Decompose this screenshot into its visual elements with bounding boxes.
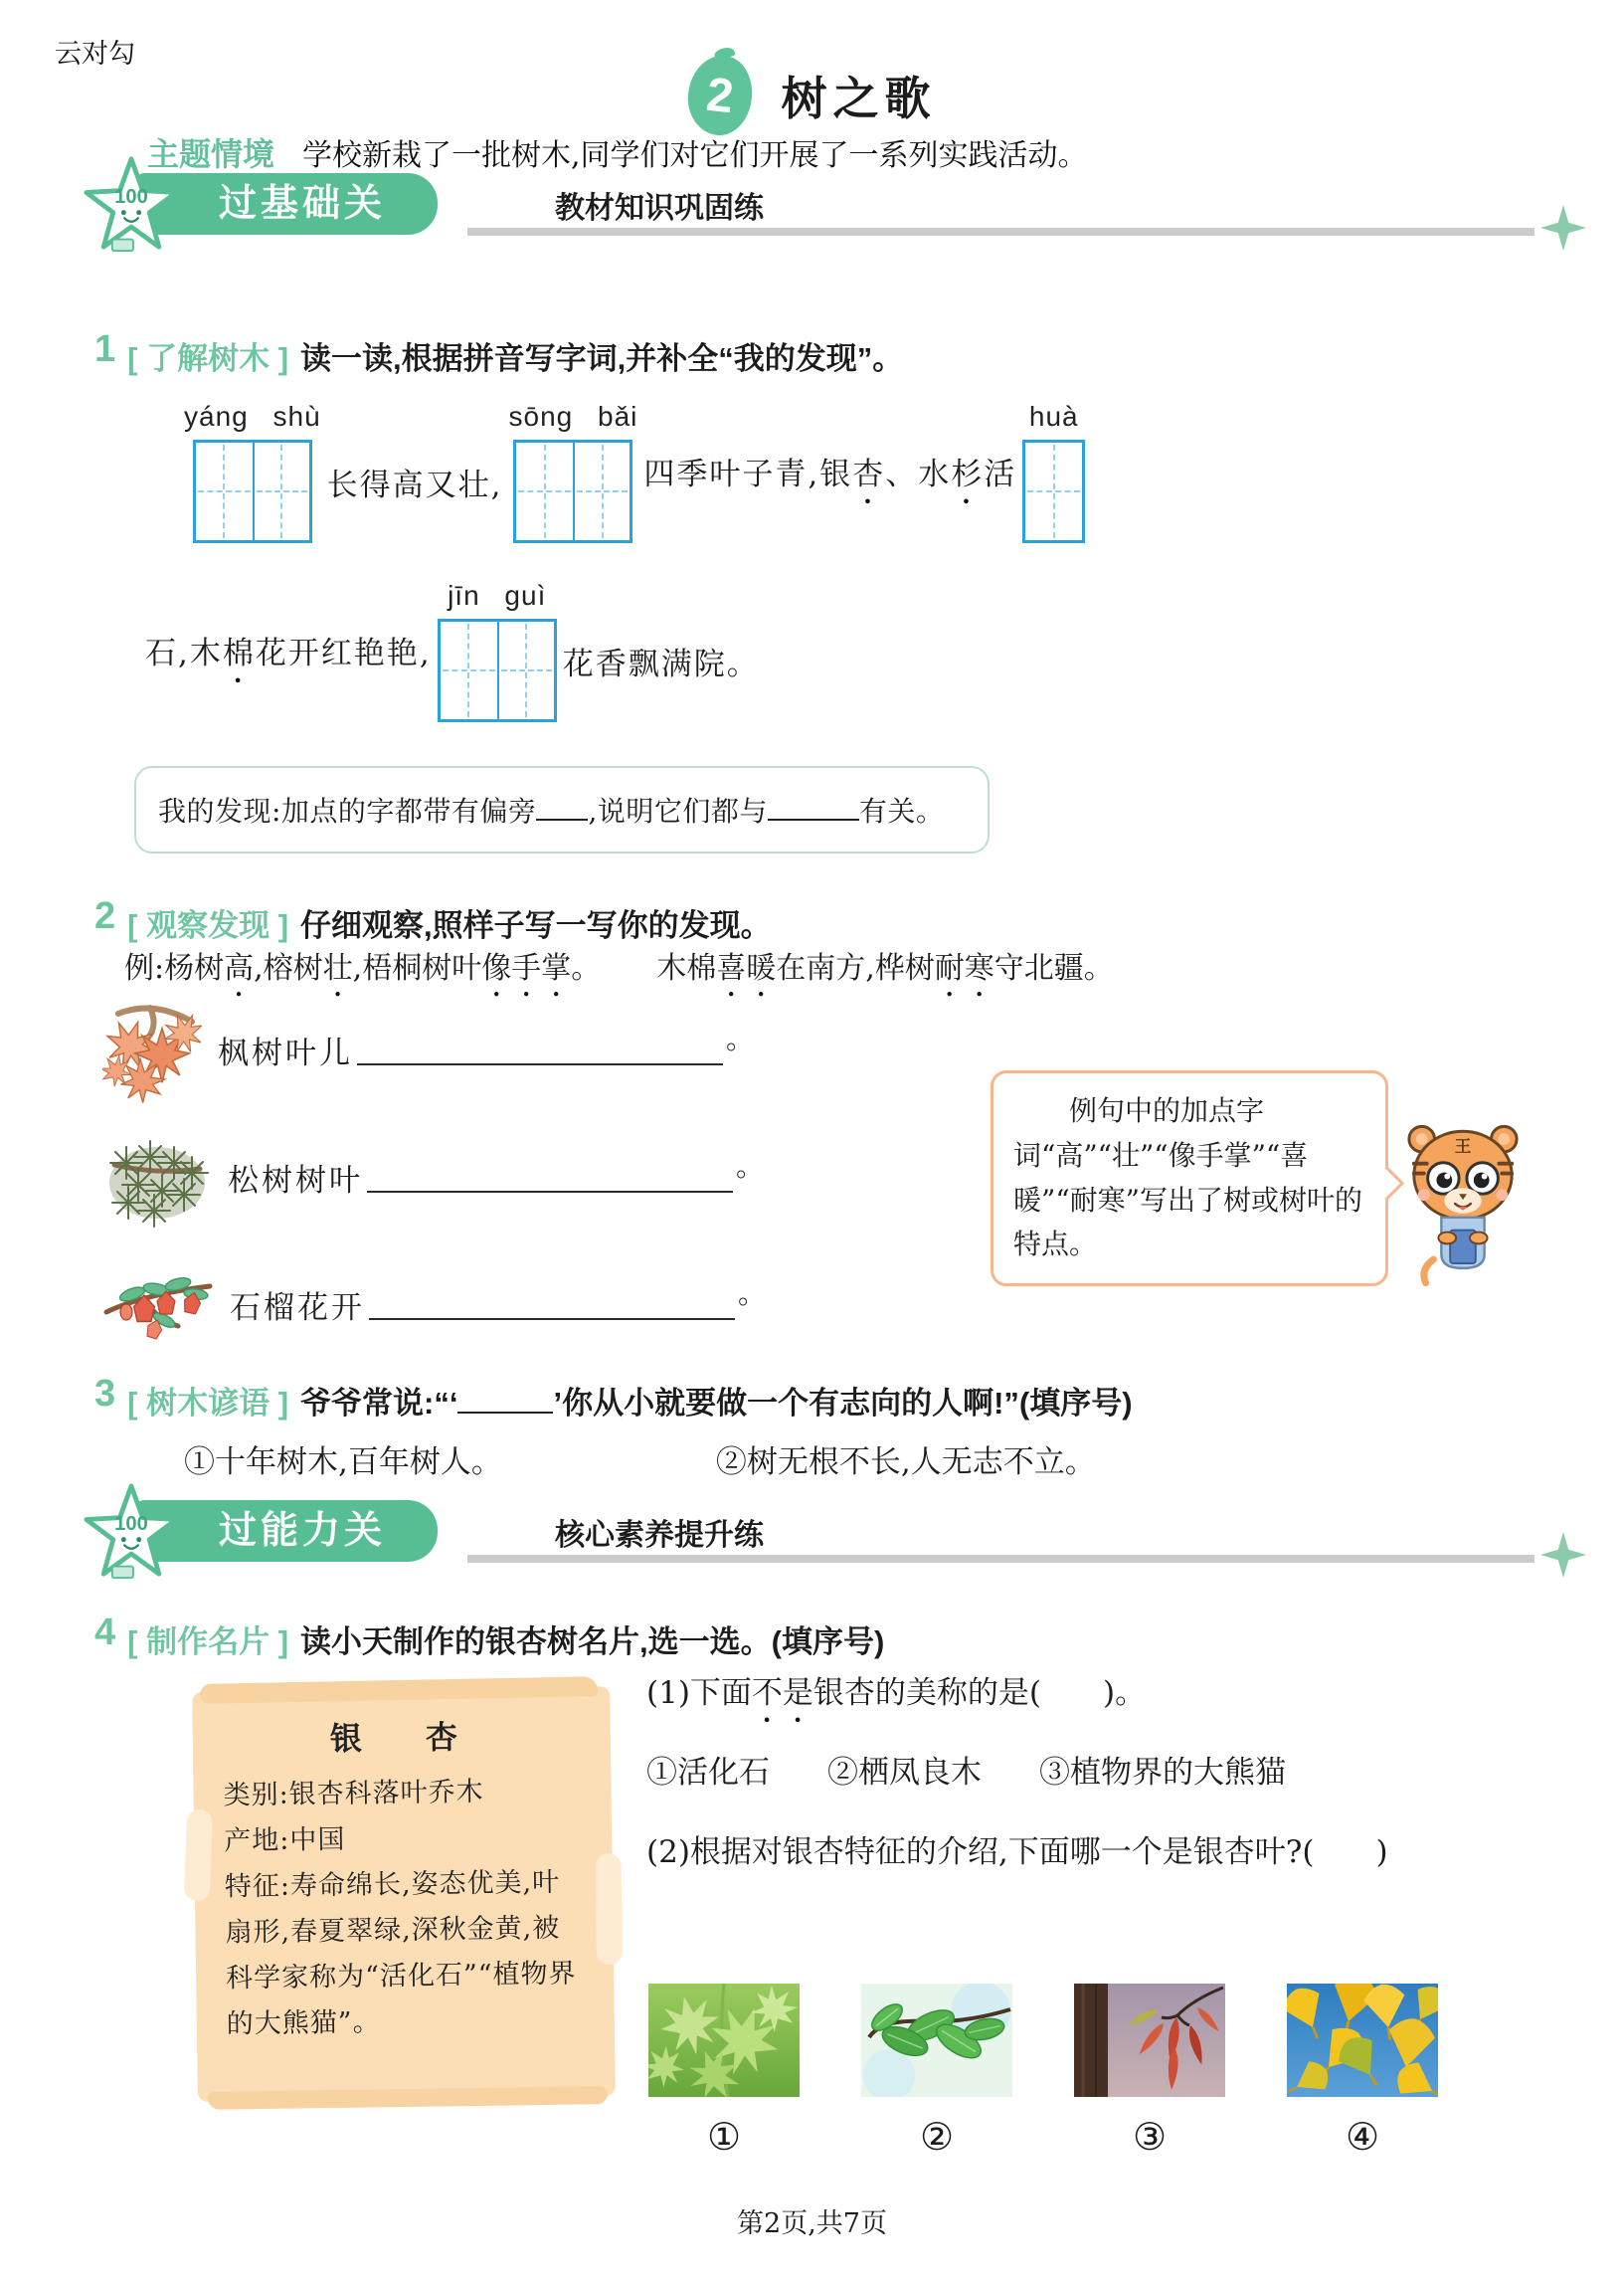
q2-row-label: 石榴花开 bbox=[230, 1289, 365, 1326]
lesson-header bbox=[0, 56, 1624, 135]
sparkle-icon bbox=[1540, 205, 1586, 251]
photo-label: ③ bbox=[1132, 2115, 1168, 2159]
photo-label: ① bbox=[706, 2115, 742, 2159]
maple-leaves-illustration bbox=[102, 994, 202, 1105]
q2-row-maple: 枫树叶儿 。 bbox=[102, 991, 898, 1108]
question-4-stem: 读小天制作的银杏树名片,选一选。(填序号) bbox=[300, 1624, 885, 1659]
section-badge: 过能力关 bbox=[131, 1500, 438, 1562]
q4-subquestions bbox=[646, 1653, 1541, 1892]
discovery-text-a: 我的发现:加点的字都带有偏旁 bbox=[158, 795, 537, 828]
pinyin-hua: huà bbox=[1028, 401, 1079, 432]
discovery-text-c: 有关。 bbox=[858, 795, 945, 828]
pomegranate-flowers-illustration bbox=[102, 1256, 214, 1352]
star-100-mascot-icon bbox=[84, 155, 179, 255]
q4-leaf-photos bbox=[648, 1984, 1438, 2159]
q4-sub1: (1)下面不是银杏的美称的是( )。 bbox=[646, 1675, 1147, 1711]
card-title: 银 杏 bbox=[329, 1718, 474, 1759]
pinyin-box-group-songbai bbox=[509, 394, 638, 543]
question-3-tag: [ 树木谚语 ] bbox=[127, 1386, 289, 1421]
pinyin-jingui: jīn guì bbox=[448, 580, 547, 611]
photo-label: ④ bbox=[1345, 2115, 1380, 2159]
leaf-photo-red-autumn bbox=[1074, 1984, 1225, 2097]
q4-option-1: ①活化石 bbox=[646, 1755, 770, 1791]
card-origin-line: 产地:中国 bbox=[224, 1823, 346, 1857]
question-2-stem: 仔细观察,照样子写一写你的发现。 bbox=[300, 908, 772, 943]
question-1-number: 1 bbox=[94, 328, 116, 370]
pinyin-box-group-yangshu bbox=[184, 394, 321, 543]
page-footer: 第2页,共7页 bbox=[737, 2208, 887, 2239]
star-100-mascot-icon bbox=[84, 1482, 179, 1582]
q4-sub1-options bbox=[646, 1733, 1541, 1812]
section-ability bbox=[0, 1498, 1624, 1568]
leaf-photo-green-maple bbox=[648, 1984, 800, 2097]
card-torn-edge-bottom bbox=[208, 2086, 608, 2110]
photo-option-2 bbox=[861, 1984, 1012, 2159]
section-divider-line bbox=[467, 228, 1534, 236]
leaf-photo-green-elm bbox=[861, 1984, 1012, 2097]
q2-row-pomegranate: 石榴花开 。 bbox=[102, 1245, 898, 1363]
discovery-box bbox=[134, 766, 990, 854]
card-feature-line: 特征:寿命绵长,姿态优美,叶扇形,春夏翠绿,深秋金黄,被科学家称为“活化石”“植物界的大熊猫”。 bbox=[224, 1866, 577, 2040]
writing-grid-hua bbox=[1022, 440, 1085, 543]
question-1 bbox=[94, 328, 903, 378]
question-2 bbox=[94, 895, 772, 945]
section-basic bbox=[0, 171, 1624, 241]
watermark: 云对勾 bbox=[55, 39, 135, 69]
pinyin-yangshu: yáng shù bbox=[184, 401, 321, 432]
pinyin-songbai: sōng bǎi bbox=[508, 401, 638, 432]
svg-text:100: 100 bbox=[114, 186, 148, 209]
question-3-stem: 爷爷常说:“‘ ’你从小就要做一个有志向的人啊!”(填序号) bbox=[300, 1386, 1133, 1421]
question-2-number: 2 bbox=[94, 895, 116, 937]
pinyin-box-group-jingui bbox=[438, 573, 557, 722]
q1-line-1 bbox=[184, 394, 1085, 543]
q2-example-sentence: 例:杨树高,榕树壮,梧桐树叶像手掌。 木棉喜暖在南方,桦树耐寒守北疆。 bbox=[124, 951, 1114, 986]
q2-rows bbox=[102, 991, 898, 1373]
question-3 bbox=[94, 1373, 1133, 1423]
question-4-number: 4 bbox=[94, 1612, 116, 1653]
page-title: 树之歌 bbox=[781, 73, 937, 124]
section-subtitle: 核心素养提升练 bbox=[555, 1519, 764, 1552]
sparkle-icon bbox=[1540, 1532, 1586, 1578]
question-1-stem: 读一读,根据拼音写字词,并补全“我的发现”。 bbox=[300, 341, 904, 376]
q3-options bbox=[184, 1436, 1096, 1481]
writing-grid-jingui bbox=[438, 619, 557, 722]
discovery-blank-1 bbox=[536, 794, 588, 821]
pinyin-box-group-hua bbox=[1022, 394, 1085, 543]
hint-bubble-group bbox=[991, 1070, 1522, 1289]
ginkgo-name-card bbox=[192, 1686, 616, 2102]
theme-text: 学校新栽了一批树木,同学们对它们开展了一系列实践活动。 bbox=[302, 138, 1088, 173]
q2-answer-blank bbox=[369, 1288, 735, 1320]
question-1-tag: [ 了解树木 ] bbox=[127, 341, 289, 376]
photo-option-4 bbox=[1287, 1984, 1438, 2159]
q4-option-3: ③植物界的大熊猫 bbox=[1039, 1755, 1286, 1791]
q4-option-2: ②栖凤良木 bbox=[827, 1755, 982, 1791]
q1-text-3: 石,木棉花开红艳艳, bbox=[145, 636, 432, 671]
q1-line-2 bbox=[139, 573, 766, 722]
section-divider-line bbox=[467, 1555, 1534, 1563]
photo-label: ② bbox=[919, 2115, 955, 2159]
card-type-line: 类别:银杏科落叶乔木 bbox=[223, 1776, 484, 1811]
question-2-tag: [ 观察发现 ] bbox=[127, 908, 289, 943]
lesson-number: 2 bbox=[703, 68, 736, 123]
q1-text-4: 花香飘满院。 bbox=[562, 647, 760, 683]
lesson-number-badge bbox=[683, 53, 755, 138]
q4-sub2: (2)根据对银杏特征的介绍,下面哪一个是银杏叶?( ) bbox=[646, 1834, 1388, 1870]
hint-bubble: 例句中的加点字词“高”“壮”“像手掌”“喜暖”“耐寒”写出了树或树叶的特点。 bbox=[991, 1070, 1388, 1286]
question-4-tag: [ 制作名片 ] bbox=[127, 1624, 289, 1659]
svg-text:王: 王 bbox=[1454, 1136, 1472, 1156]
writing-grid-yangshu bbox=[193, 440, 312, 543]
question-3-number: 3 bbox=[94, 1373, 116, 1415]
q3-option-2: ②树无根不长,人无志不立。 bbox=[715, 1444, 1096, 1480]
q2-row-pine: 松树树叶 。 bbox=[102, 1118, 898, 1235]
photo-option-1 bbox=[648, 1984, 800, 2159]
q2-row-label: 枫树叶儿 bbox=[218, 1035, 353, 1071]
discovery-text-b: ,说明它们都与 bbox=[588, 795, 768, 828]
svg-text:100: 100 bbox=[114, 1513, 148, 1536]
q2-answer-blank bbox=[367, 1161, 733, 1193]
theme-label: 主题情境 bbox=[147, 136, 275, 172]
theme-row bbox=[147, 129, 1088, 175]
q2-answer-blank bbox=[357, 1034, 723, 1065]
q1-text-2: 四季叶子青,银杏、水杉活 bbox=[643, 457, 1017, 492]
photo-option-3 bbox=[1074, 1984, 1225, 2159]
pine-needles-illustration bbox=[102, 1121, 212, 1233]
q3-option-1: ①十年树木,百年树人。 bbox=[184, 1444, 502, 1480]
q2-row-label: 松树树叶 bbox=[228, 1162, 363, 1199]
q3-blank bbox=[457, 1385, 553, 1414]
section-badge: 过基础关 bbox=[131, 173, 438, 235]
q1-text-1: 长得高又壮, bbox=[326, 468, 503, 504]
writing-grid-songbai bbox=[513, 440, 632, 543]
leaf-photo-yellow-ginkgo bbox=[1287, 1984, 1438, 2097]
discovery-blank-2 bbox=[768, 794, 859, 821]
card-torn-edge-top bbox=[200, 1676, 598, 1704]
tiger-mascot bbox=[1404, 1122, 1522, 1289]
section-subtitle: 教材知识巩固练 bbox=[555, 192, 764, 225]
